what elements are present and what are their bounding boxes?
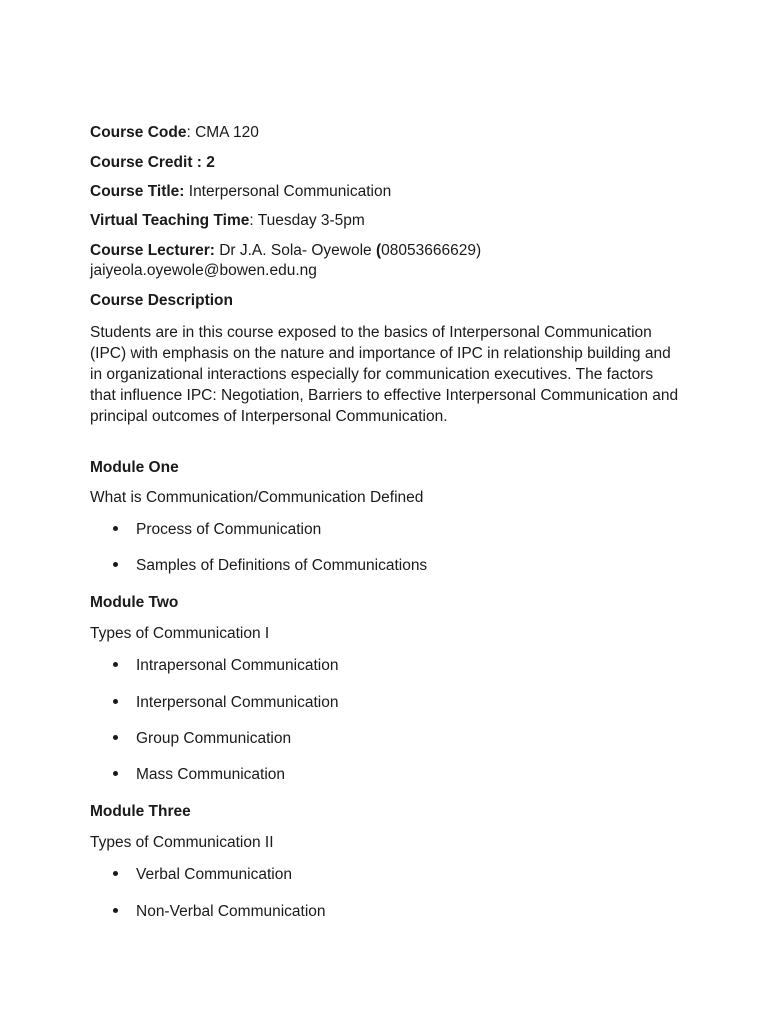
- bullet-icon: [113, 519, 136, 540]
- module-three-subtitle: Types of Communication II: [90, 834, 274, 851]
- teaching-time-label: Virtual Teaching Time: [90, 212, 250, 229]
- list-item: Samples of Definitions of Communications: [113, 555, 427, 576]
- bullet-icon: [113, 764, 136, 785]
- course-lecturer-line: [90, 240, 481, 261]
- course-lecturer-email: jaiyeola.oyewole@bowen.edu.ng: [90, 262, 317, 279]
- course-title-label: Course Title:: [90, 183, 185, 200]
- list-item: Intrapersonal Communication: [113, 655, 338, 676]
- bullet-icon: [113, 555, 136, 576]
- course-lecturer-name: Dr J.A. Sola- Oyewole: [214, 242, 376, 259]
- course-title-line: [90, 181, 391, 202]
- course-description-heading: Course Description: [90, 292, 233, 309]
- module-one-heading: Module One: [90, 459, 179, 476]
- course-title-value: Interpersonal Communication: [184, 183, 392, 200]
- teaching-time-value: : Tuesday 3-5pm: [249, 212, 365, 229]
- course-lecturer-paren: (: [375, 242, 382, 259]
- list-item: Group Communication: [113, 728, 291, 749]
- bullet-icon: [113, 655, 136, 676]
- module-three-heading: Module Three: [90, 803, 191, 820]
- course-code-line: [90, 122, 259, 143]
- list-item: Non-Verbal Communication: [113, 901, 326, 922]
- course-description-text: Students are in this course exposed to the basics of Interpersonal Communication (IPC) with emphasis on the nature and importance of IPC in relationship building and in organizational interactions especially for communication executives. The factors that influence IPC: Negotiation, Barriers to effective Interpersonal Communication and principal outcomes of Interpersonal Communication.: [90, 324, 679, 425]
- course-lecturer-phone: 08053666629): [381, 242, 482, 259]
- module-two-subtitle: Types of Communication I: [90, 625, 270, 642]
- course-code-value: : CMA 120: [186, 124, 259, 141]
- course-lecturer-label: Course Lecturer:: [90, 242, 215, 259]
- list-item: Mass Communication: [113, 764, 285, 785]
- list-item: Process of Communication: [113, 519, 321, 540]
- teaching-time-line: [90, 210, 365, 231]
- bullet-icon: [113, 728, 136, 749]
- module-one-subtitle: What is Communication/Communication Defined: [90, 489, 424, 506]
- course-code-label: Course Code: [90, 124, 187, 141]
- bullet-icon: [113, 864, 136, 885]
- course-credit-line: Course Credit : 2: [90, 154, 215, 171]
- bullet-icon: [113, 692, 136, 713]
- list-item: Verbal Communication: [113, 864, 292, 885]
- bullet-icon: [113, 901, 136, 922]
- list-item: Interpersonal Communication: [113, 692, 338, 713]
- module-two-heading: Module Two: [90, 594, 179, 611]
